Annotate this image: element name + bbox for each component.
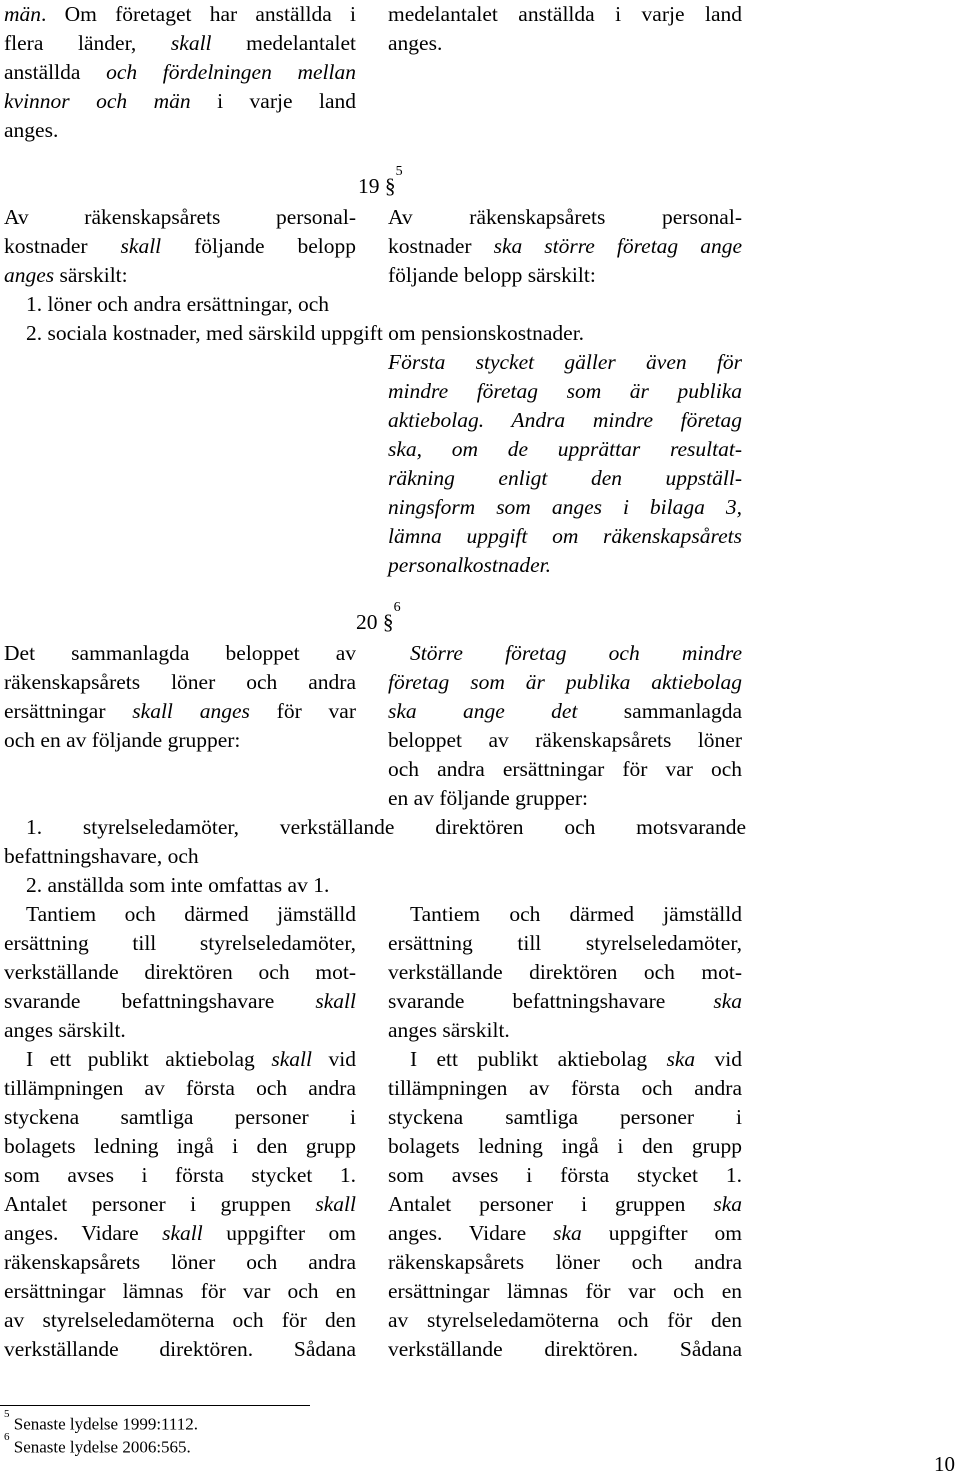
paragraph-number: 20 [356, 610, 378, 635]
text-line: aktiebolag. Andra mindre företag [388, 408, 742, 432]
text-line: bolagets ledning ingå i den grupp [388, 1134, 742, 1158]
paragraph-number: 19 [358, 174, 380, 199]
text-line: anges. [388, 31, 443, 55]
text-line: anges. [4, 118, 59, 142]
text-line: ersättningar lämnas för var och en [4, 1279, 356, 1303]
text-line: bolagets ledning ingå i den grupp [4, 1134, 356, 1158]
p20-items [26, 813, 746, 842]
p20-left-column [4, 639, 356, 755]
text-line: av styrelseledamöterna och för den [4, 1308, 356, 1332]
text-line: och andra ersättningar för var och [388, 757, 742, 781]
p19-left-column [4, 203, 356, 290]
text-line: styckena samtliga personer i [4, 1105, 356, 1129]
text-line: ska ange det sammanlagda [388, 699, 742, 723]
text-line: ersättning till styrelseledamöter, [388, 931, 742, 955]
p20-item2 [26, 871, 746, 900]
text-line: ersättning till styrelseledamöter, [4, 931, 356, 955]
text-line: ningsform som anges i bilaga 3, [388, 495, 742, 519]
list-item: 1. löner och andra ersättningar, och [26, 292, 330, 316]
footnote-ref: 6 [393, 600, 401, 615]
text-line: Antalet personer i gruppen skall [4, 1192, 356, 1216]
footnote-text: Senaste lydelse 2006:565. [13, 1437, 191, 1457]
list-item-continuation: befattningshavare, och [4, 844, 199, 868]
text-line: verkställande direktören. Sådana [388, 1337, 742, 1361]
text-line: Antalet personer i gruppen ska [388, 1192, 742, 1216]
text-line: verkställande direktören. Sådana [4, 1337, 356, 1361]
text-line: mindre företag som är publika [388, 379, 742, 403]
footnote-divider [0, 1405, 310, 1406]
page-number: 10 [934, 1452, 955, 1476]
footnote-marker: 5 [4, 1408, 10, 1420]
section-sign-icon: § [382, 610, 394, 635]
text-line: Tantiem och därmed jämställd [26, 902, 356, 926]
text-line: kostnader skall följande belopp [4, 234, 356, 258]
text-line: medelantalet anställda i varje land [388, 2, 742, 26]
text-line: verkställande direktören och mot- [388, 960, 742, 984]
text-line: företag som är publika aktiebolag [388, 670, 742, 694]
text-line: anges särskilt. [388, 1018, 510, 1042]
text-line: flera länder, skall medelantalet [4, 31, 356, 55]
text-line: följande belopp särskilt: [388, 263, 596, 287]
footnote-marker: 6 [4, 1431, 10, 1443]
text-line: män. Om företaget har anställda i [4, 2, 356, 26]
text-line: styckena samtliga personer i [388, 1105, 742, 1129]
text-line: som avses i första stycket 1. [388, 1163, 742, 1187]
paragraph-number-20 [356, 600, 401, 635]
p20-left-column-2 [4, 900, 356, 1364]
p20-right-column-2 [388, 900, 742, 1364]
text-line: räkenskapsårets löner och andra [4, 1250, 356, 1274]
text-line: räkning enligt den uppställ- [388, 466, 742, 490]
text-line: ska, om de upprättar resultat- [388, 437, 742, 461]
text-line: som avses i första stycket 1. [4, 1163, 356, 1187]
text-line: I ett publikt aktiebolag ska vid [410, 1047, 742, 1071]
text-line: ersättningar skall anges för var [4, 699, 356, 723]
top-right-column [388, 0, 742, 58]
footnote-text: Senaste lydelse 1999:1112. [13, 1414, 199, 1434]
text-line: Tantiem och därmed jämställd [410, 902, 742, 926]
text-line: ersättningar lämnas för var och en [388, 1279, 742, 1303]
text-line: räkenskapsårets löner och andra [4, 670, 356, 694]
text-line: anges särskilt. [4, 1018, 126, 1042]
text-line: av styrelseledamöterna och för den [388, 1308, 742, 1332]
p20-right-column [388, 639, 742, 813]
text-line: lämna uppgift om räkenskapsårets [388, 524, 742, 548]
footnote [4, 1433, 191, 1458]
p19-right-note [388, 348, 742, 580]
text-line: Större företag och mindre [410, 641, 742, 665]
text-line: Av räkenskapsårets personal- [4, 205, 356, 229]
footnote-ref: 5 [395, 164, 403, 179]
text-line: anställda och fördelningen mellan [4, 60, 356, 84]
text-line: Av räkenskapsårets personal- [388, 205, 742, 229]
text-line: tillämpningen av första och andra [388, 1076, 742, 1100]
p20-items-cont [4, 842, 724, 871]
list-item: 1. styrelseledamöter, verkställande direktören och motsvarande [26, 815, 746, 839]
text-line: en av följande grupper: [388, 786, 588, 810]
text-line: I ett publikt aktiebolag skall vid [26, 1047, 356, 1071]
paragraph-number-19 [358, 164, 403, 199]
text-line: tillämpningen av första och andra [4, 1076, 356, 1100]
text-line: beloppet av räkenskapsårets löner [388, 728, 742, 752]
text-line: kvinnor och män i varje land [4, 89, 356, 113]
p19-items [26, 290, 746, 348]
text-line: svarande befattningshavare skall [4, 989, 356, 1013]
text-line: och en av följande grupper: [4, 728, 241, 752]
text-line: anges. Vidare ska uppgifter om [388, 1221, 742, 1245]
text-line: Första stycket gäller även för [388, 350, 742, 374]
section-sign-icon: § [384, 174, 396, 199]
list-item: 2. anställda som inte omfattas av 1. [26, 873, 330, 897]
text-line: kostnader ska större företag ange [388, 234, 742, 258]
text-line: Det sammanlagda beloppet av [4, 641, 356, 665]
text-line: svarande befattningshavare ska [388, 989, 742, 1013]
text-line: räkenskapsårets löner och andra [388, 1250, 742, 1274]
footnote [4, 1410, 198, 1435]
text-line: anges särskilt: [4, 263, 128, 287]
text-line: verkställande direktören och mot- [4, 960, 356, 984]
p19-right-column [388, 203, 742, 290]
list-item: 2. sociala kostnader, med särskild uppgift om pensionskostnader. [26, 321, 585, 345]
top-left-column [4, 0, 356, 145]
text-line: anges. Vidare skall uppgifter om [4, 1221, 356, 1245]
text-line: personalkostnader. [388, 553, 552, 577]
